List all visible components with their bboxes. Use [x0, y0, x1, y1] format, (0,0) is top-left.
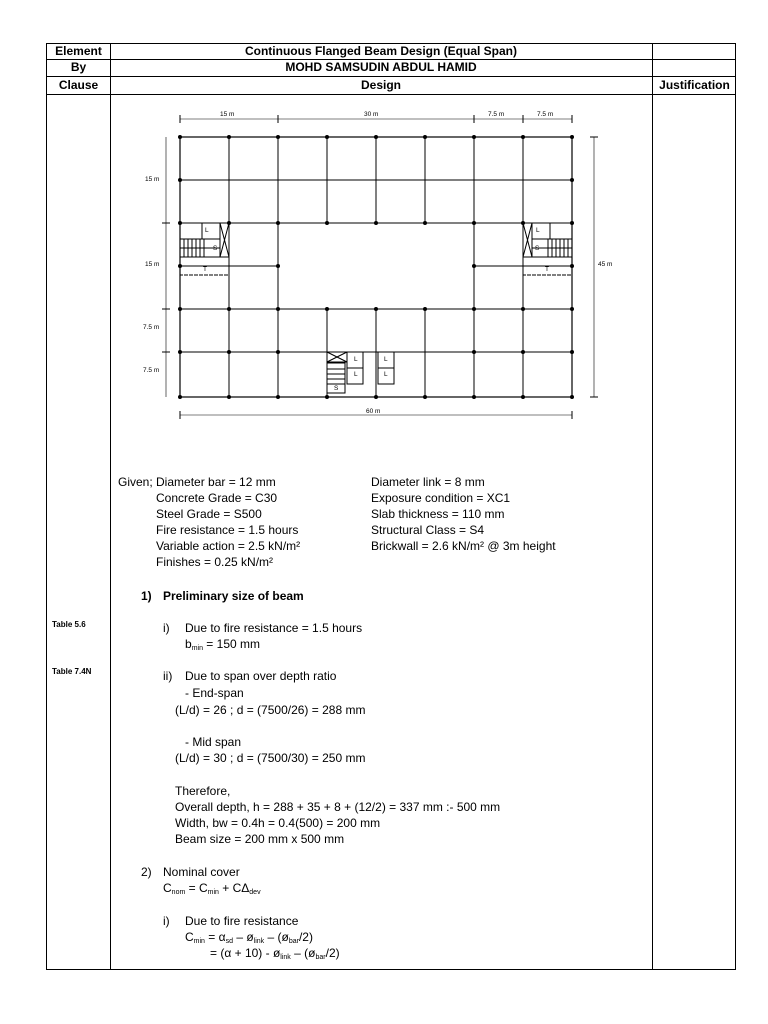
s1-mid-span: - Mid span	[185, 735, 242, 749]
s1-beam-size: Beam size = 200 mm x 500 mm	[175, 832, 345, 846]
justification-label: Justification	[659, 78, 730, 92]
given-exposure: Exposure condition = XC1	[371, 491, 511, 505]
given-variable: Variable action = 2.5 kN/m²	[156, 539, 301, 553]
s2-nominal-formula: $C_{nom} = C_{min} + C\Delta_{dev}$	[163, 881, 261, 896]
section1-number: 1)	[141, 589, 152, 603]
section2-number: 2)	[141, 865, 152, 879]
s1-ii-title: Due to span over depth ratio	[185, 669, 337, 683]
s1-therefore: Therefore,	[175, 784, 231, 798]
s1-i-number: i)	[163, 621, 170, 635]
header-divider-2	[47, 76, 735, 77]
lift-label-bottom-1: L	[354, 356, 358, 363]
header-divider-3	[47, 94, 735, 95]
clause-table-5-6: Table 5.6	[52, 620, 86, 629]
given-brickwall: Brickwall = 2.6 kN/m² @ 3m height	[371, 539, 556, 553]
dim-left-1: 15 m	[145, 176, 160, 183]
dim-top-3: 7.5 m	[488, 111, 505, 118]
lift-label-left: L	[205, 227, 209, 234]
s1-i-title: Due to fire resistance = 1.5 hours	[185, 621, 363, 635]
clause-label: Clause	[58, 78, 99, 92]
clause-column-divider	[110, 44, 111, 969]
design-label: Design	[360, 78, 401, 92]
dim-top-2: 30 m	[364, 111, 379, 118]
floor-plan-drawing	[130, 105, 613, 425]
s2-cmin-formula-2: = $(\alpha + 10) - ø_{link}$ – $(ø_{bar}/2)$	[210, 946, 340, 961]
given-steel: Steel Grade = S500	[156, 507, 262, 521]
dim-left-4: 7.5 m	[143, 367, 160, 374]
s1-end-span: - End-span	[185, 686, 244, 700]
given-finishes: Finishes = 0.25 kN/m²	[156, 555, 274, 569]
justification-column-divider	[652, 44, 653, 969]
s1-end-span-calc: (L/d) = 26 ; d = (7500/26) = 288 mm	[175, 703, 366, 717]
lift-label-bottom-2: L	[354, 371, 358, 378]
element-value: Continuous Flanged Beam Design (Equal Span)	[244, 44, 517, 58]
given-link: Diameter link = 8 mm	[371, 475, 485, 489]
dim-right: 45 m	[598, 261, 613, 268]
section1-heading: Preliminary size of beam	[163, 589, 304, 603]
lift-label-right: L	[536, 227, 540, 234]
dim-top-1: 15 m	[220, 111, 235, 118]
clause-table-7-4n: Table 7.4N	[52, 667, 92, 676]
given-concrete: Concrete Grade = C30	[156, 491, 278, 505]
stair-label-left: S	[213, 245, 218, 252]
s1-ii-number: ii)	[163, 669, 173, 683]
element-label: Element	[55, 44, 102, 58]
stair-label-right: S	[535, 245, 540, 252]
s1-overall-depth: Overall depth, h = 288 + 35 + 8 + (12/2) = 337 mm :- 500 mm	[175, 800, 501, 814]
s2-cmin-formula-1: $C_{min} = \alpha_{sd}$ – $ø_{link}$ – $(ø_{bar}/2)$	[185, 930, 313, 945]
given-intro: Given; Diameter bar = 12 mm	[118, 475, 276, 489]
by-label: By	[70, 60, 87, 74]
dim-left-3: 7.5 m	[143, 324, 160, 331]
dim-bottom: 60 m	[366, 408, 381, 415]
dim-left-2: 15 m	[145, 261, 160, 268]
s2-i-number: i)	[163, 914, 170, 928]
toilet-label-left: T	[203, 266, 207, 273]
lift-label-bottom-3: L	[384, 356, 388, 363]
s1-bmin: $b_{min} = 150$ mm	[185, 637, 260, 652]
s1-mid-span-calc: (L/d) = 30 ; d = (7500/30) = 250 mm	[175, 751, 366, 765]
dim-top-4: 7.5 m	[537, 111, 554, 118]
lift-label-bottom-4: L	[384, 371, 388, 378]
given-class: Structural Class = S4	[371, 523, 485, 537]
s1-width: Width, bw = 0.4h = 0.4(500) = 200 mm	[175, 816, 381, 830]
given-slab: Slab thickness = 110 mm	[371, 507, 505, 521]
given-fire: Fire resistance = 1.5 hours	[156, 523, 299, 537]
by-value: MOHD SAMSUDIN ABDUL HAMID	[285, 60, 477, 74]
stair-label-bottom: S	[334, 385, 339, 392]
section2-heading: Nominal cover	[163, 865, 240, 879]
toilet-label-right: T	[545, 266, 549, 273]
s2-i-title: Due to fire resistance	[185, 914, 299, 928]
